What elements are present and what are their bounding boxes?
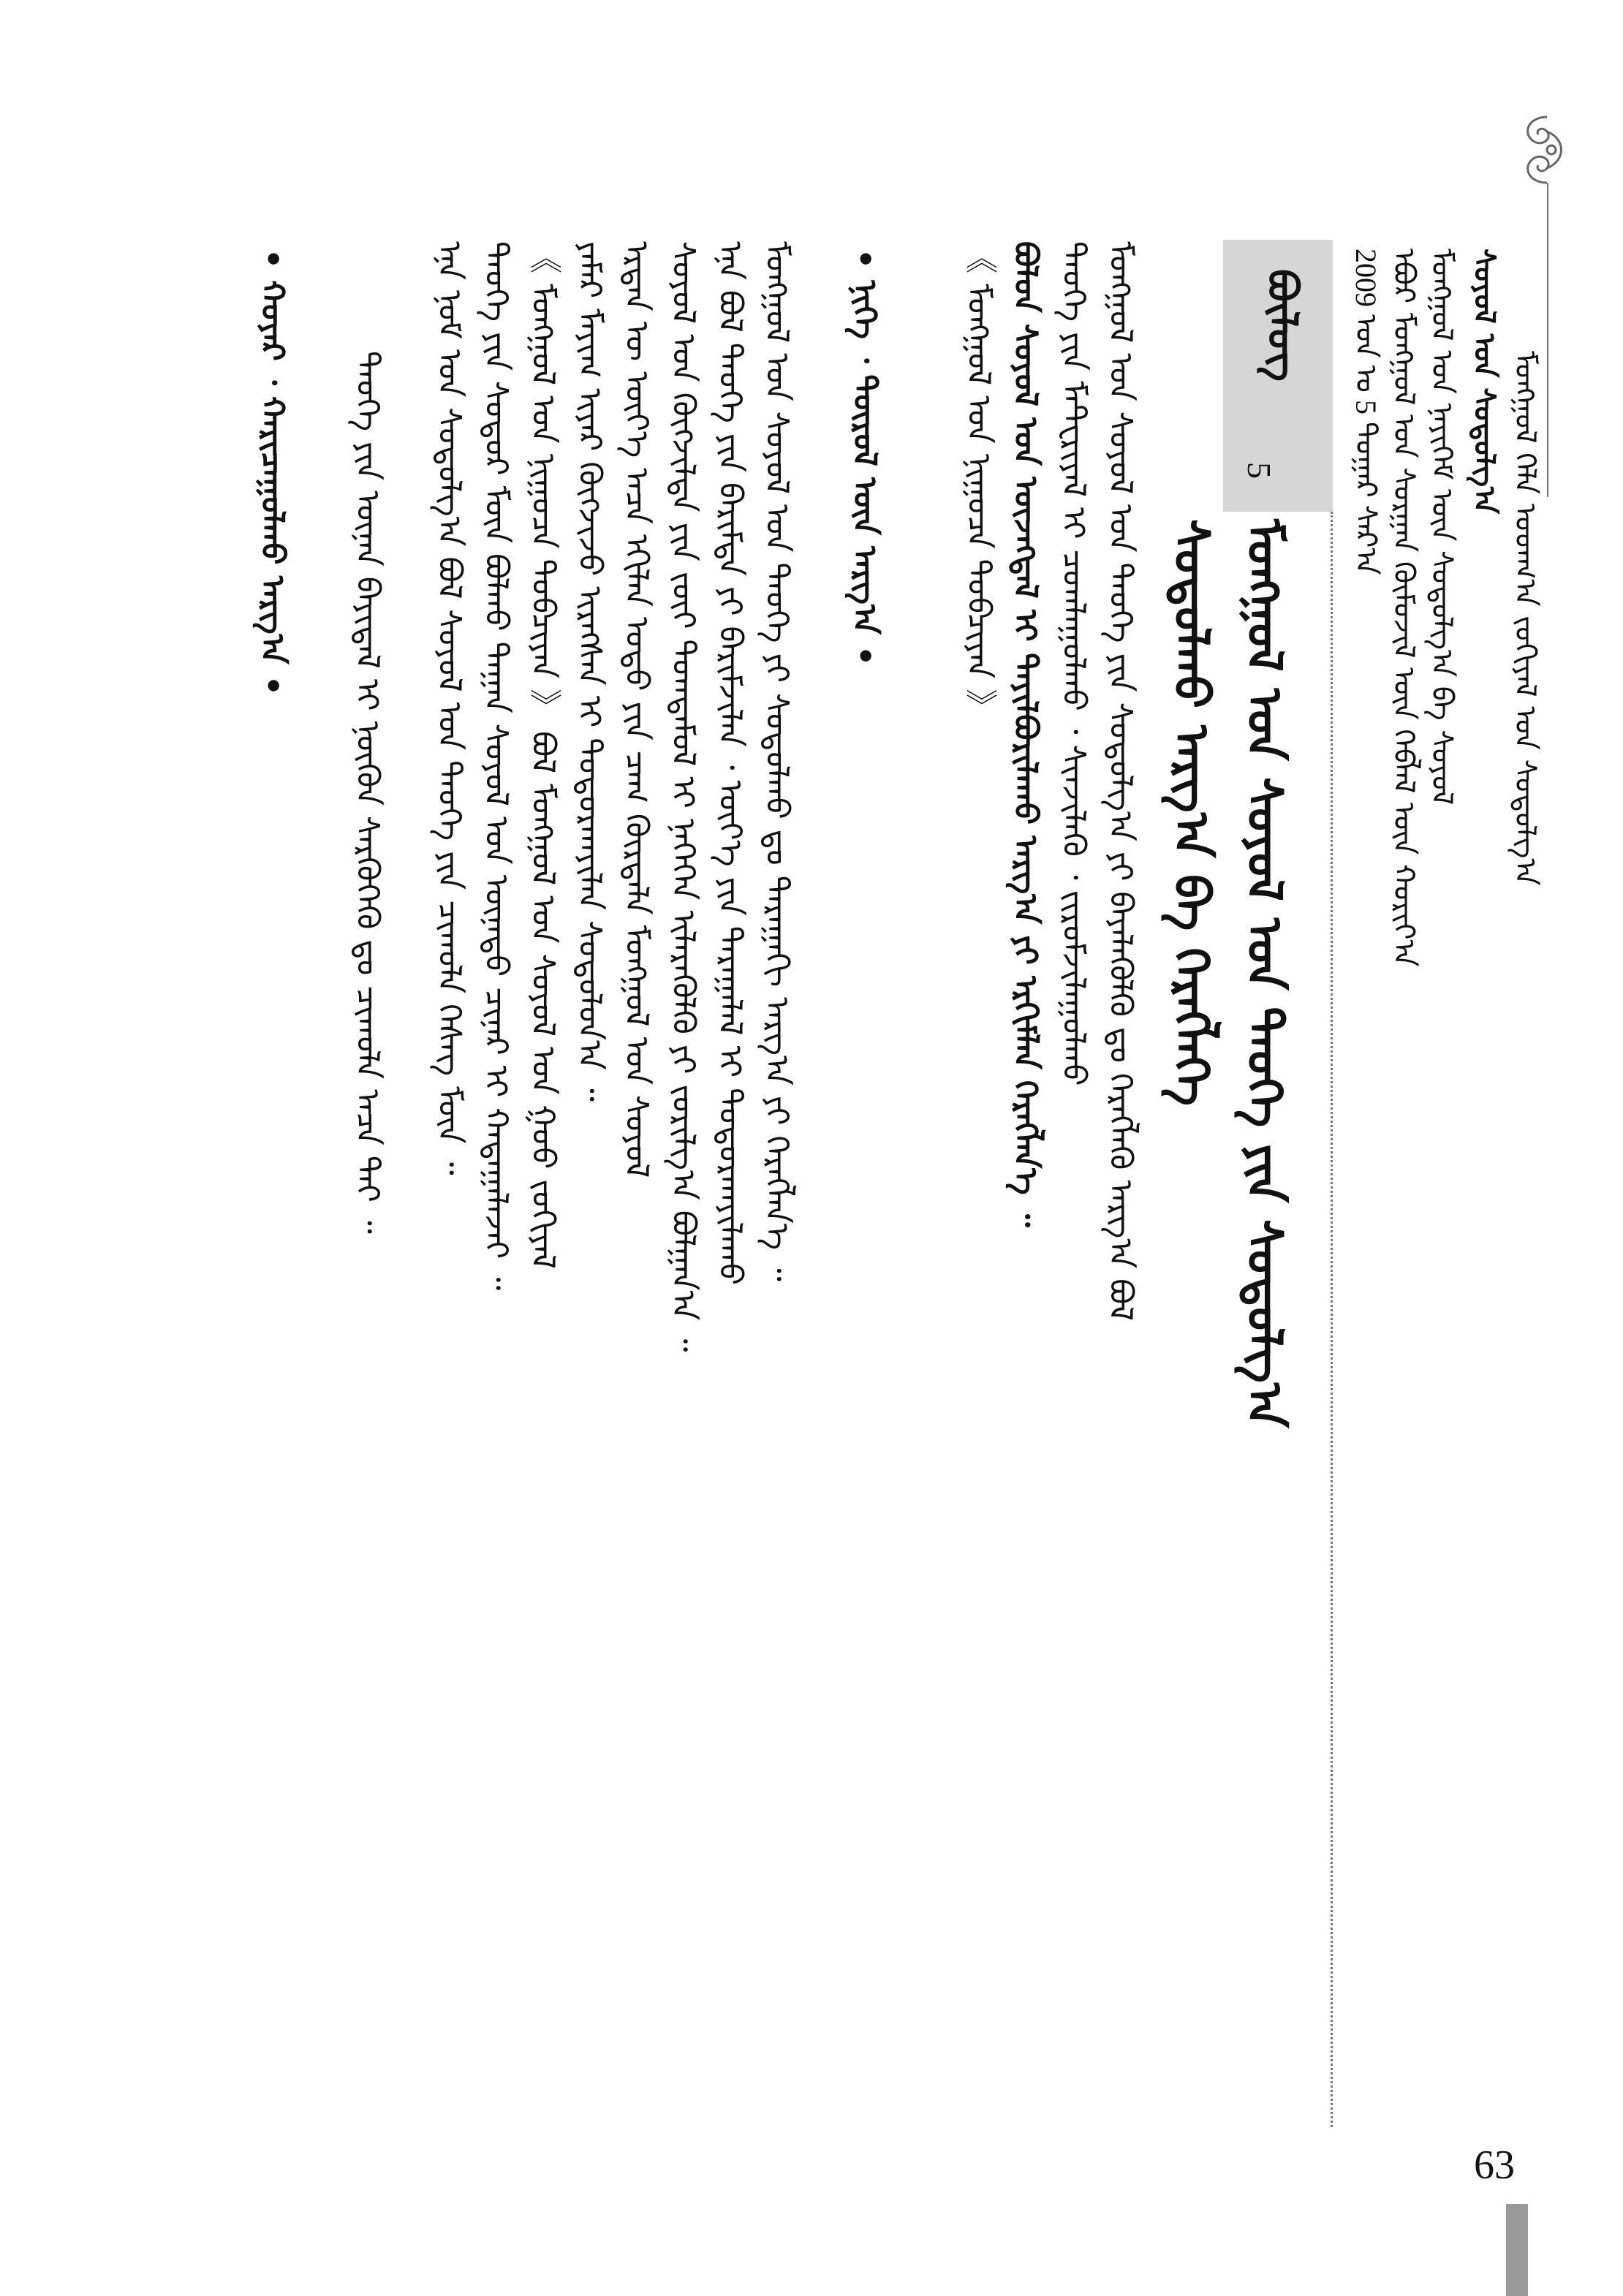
paragraph-line: ᠡᠨᠡ ᠪᠣᠯ ᠲᠡᠦᠬᠡ ᠶᠢᠨ ᠪᠠᠷᠢᠮᠲᠠ ᠶᠢ ᠪᠠᠷᠢᠮᠵᠢᠯᠠᠨ ᠂ ᠦᠶ᠎ᠡ ᠶᠢᠨ ᠳᠠᠷᠠᠭᠠᠯᠠᠯ ᠢ ᠲᠣᠳᠣᠷᠬᠠᠶᠢᠯᠠᠬᠤ (711, 241, 749, 1286)
paragraph-line: ᠡᠷᠲᠡᠨ ᠦ ᠦᠶ᠎ᠡ ᠠᠴᠠ ᠡᠬᠢᠯᠡᠨ ᠣᠳᠣ ᠶᠢᠨ ᠴᠠᠭ ᠬᠦᠷᠲᠡᠯᠡ ᠮᠣᠩᠭᠣᠯ ᠤᠨ ᠰᠣᠶᠣᠯ (618, 241, 655, 1178)
paragraph-line: ᠶᠠᠮᠠᠷ ᠮᠠᠶᠢᠭ ᠢᠶᠠᠷ ᠬᠥᠭᠵᠢᠵᠦ ᠢᠷᠡᠭᠰᠡᠨ ᠢ ᠲᠣᠳᠣᠷᠬᠠᠶᠢᠯᠠᠨ ᠰᠤᠳᠤᠯᠤᠨ᠎ᠠ ᠃ (571, 241, 608, 1102)
paragraph-line: ᠮᠣᠩᠭᠣᠯ ᠤᠨ ᠰᠣᠶᠣᠯ ᠤᠨ ᠲᠡᠦᠬᠡ ᠶᠢ ᠰᠤᠳᠤᠯᠬᠤ ᠳᠤ ᠳᠠᠷᠠᠭᠠᠬᠢ ᠠᠷᠭ᠎ᠠ ᠶᠢ ᠬᠡᠷᠡᠭᠯᠡᠨ᠎ᠡ ᠃ (758, 241, 795, 1281)
header-rule (1547, 183, 1548, 497)
paragraph-line: ᠡᠨᠡ ᠨᠣᠮ ᠤᠨ ᠰᠤᠳᠤᠯᠭ᠎ᠠ ᠪᠣᠯ ᠰᠣᠶᠣᠯ ᠤᠨ ᠲᠡᠦᠬᠡ ᠶᠢᠨ ᠴᠢᠬᠤᠯᠠ ᠬᠡᠰᠡᠭ ᠮᠥᠨ ᠃ (431, 241, 468, 1175)
header-line: ᠮᠣᠩᠭᠣᠯ ᠤᠨ ᠨᠡᠶᠢᠭᠡᠮ ᠦᠨ ᠰᠤᠳᠤᠯᠭ᠎ᠠ ᠪᠠ ᠰᠣᠶᠣᠯ (1425, 249, 1459, 806)
section-heading: • ᠨᠢᠭᠡ ᠂ ᠲᠦᠷᠦᠯ ᠦᠨ ᠠᠷᠭ᠎ᠠ • (846, 249, 883, 667)
paragraph-line: ᠲᠡᠦᠬᠡ ᠶᠢᠨ ᠮᠠᠲ᠋ᠧᠷᠢᠶᠠᠯ ᠢ ᠴᠤᠭᠯᠠᠭᠤᠯᠬᠤ ᠂ ᠰᠢᠨᠵᠢᠯᠡᠬᠦ ᠂ ᠵᠢᠷᠤᠮᠵᠢᠯᠠᠭᠤᠯᠬᠤ (1055, 241, 1092, 1086)
paragraph-line: ᠲᠡᠦᠬᠡ ᠶᠢᠨ ᠰᠤᠳᠤᠷ ᠮᠥᠨ ᠪᠣᠯᠬᠤ ᠳᠠᠭᠠᠨ ᠰᠣᠶᠣᠯ ᠤᠨ ᠦᠨᠡᠲᠦ ᠴᠢᠨᠠᠷ ᠢ ᠬᠠᠳᠠᠭᠠᠯᠠᠵᠠᠢ ᠃ (477, 241, 515, 1291)
header-line: ᠮᠣᠩᠭᠣᠯ ᠬᠡᠯᠡ ᠤᠳᠬ᠎ᠠ ᠵᠣᠬᠢᠶᠠᠯ ᠤᠨ ᠰᠤᠳᠤᠯᠭ᠎ᠠ (1508, 351, 1542, 886)
paragraph-line: 《 ᠮᠣᠩᠭᠣᠯ ᠤᠨ ᠨᠢᠭᠤᠴᠠ ᠲᠣᠪᠴᠢᠶᠠᠨ 》 ᠪᠣᠯ ᠮᠣᠩᠭᠣᠯ ᠤᠨ ᠰᠣᠶᠣᠯ ᠤᠨ ᠭᠣᠣ ᠵᠣᠬᠢᠶᠠᠯ (524, 241, 561, 1269)
chapter-number: 5 (1241, 462, 1278, 479)
header-title: ᠰᠤᠶᠤᠯ ᠤᠨ ᠰᠤᠳᠤᠯᠭ᠎ᠠ (1467, 249, 1501, 515)
paragraph-line: ᠲᠡᠦᠬᠡ ᠶᠢᠨ ᠦᠨᠡᠨ ᠪᠠᠶᠢᠳᠠᠯ ᠢ ᠨᠥᠬᠦᠨ ᠰᠡᠷᠭᠦᠭᠡᠬᠦ ᠳᠤ ᠴᠢᠬᠤᠯᠠ ᠠᠴᠠ ᠲᠠᠢ ᠃ (349, 351, 386, 1234)
chapter-title: ᠮᠣᠩᠭᠣᠯ ᠤᠨ ᠰᠣᠶᠣᠯ ᠤᠨ ᠲᠡᠦᠬᠡ ᠶᠢᠨ ᠰᠤᠳᠤᠯᠭ᠎ᠠ (1236, 519, 1293, 1428)
paragraph-line: ᠮᠣᠩᠭᠣᠯ ᠤᠨ ᠰᠣᠶᠣᠯ ᠤᠨ ᠲᠡᠦᠬᠡ ᠶᠢᠨ ᠰᠤᠳᠤᠯᠭ᠎ᠠ ᠶᠢ ᠪᠡᠶᠡᠯᠡᠭᠦᠯᠬᠦ ᠳᠤ ᠬᠡᠷᠡᠭᠯᠡᠬᠦ ᠠᠷᠭ᠎ᠠ ᠪᠣᠯ (1102, 241, 1139, 1322)
paragraph-line: ᠪᠣᠯᠤᠨ ᠰᠣᠶᠣᠯ ᠤᠨ ᠦᠵᠡᠭᠳᠡᠯ ᠢ ᠲᠠᠶᠢᠯᠪᠤᠷᠢᠯᠠᠬᠤ ᠠᠷᠭ᠎ᠠ ᠶᠢ ᠡᠷᠬᠢᠮᠯᠡᠨ ᠬᠡᠷᠡᠭᠯᠡᠨ᠎ᠡ ᠃ (1007, 241, 1044, 1227)
paragraph-line: ᠰᠣᠶᠣᠯ ᠤᠨ ᠬᠥᠭᠵᠢᠯᠲᠡ ᠶᠢᠨ ᠵᠦᠢ ᠲᠣᠭᠲᠠᠮᠤᠯ ᠢ ᠨᠡᠭᠡᠭᠡᠨ ᠢᠯᠡᠷᠡᠭᠦᠯᠬᠦ ᠶᠢ ᠵᠣᠷᠢᠯᠭ᠎ᠠ ᠪᠣᠯᠭᠠᠨ᠎ᠠ ᠃ (665, 241, 702, 1352)
chapter-title-continued: ᠰᠤᠳᠤᠯᠬᠤ ᠠᠷᠭ᠎ᠠ ᠪᠠ ᠬᠡᠷᠡᠭᠯᠡᠭᠡ (1163, 519, 1219, 1106)
header-year: 2009 ᠣᠨ ᠤ 5 ᠳᠤᠭᠠᠷ ᠰᠠᠷ᠎ᠠ (1350, 249, 1382, 575)
page-edge-tab (1506, 2204, 1528, 2296)
flourish-ornament-icon (1500, 110, 1588, 190)
quoted-title: 《 ᠮᠣᠩᠭᠣᠯ ᠤᠨ ᠨᠢᠭᠤᠴᠠ ᠲᠣᠪᠴᠢᠶᠠᠨ 》 (960, 241, 997, 721)
section-heading: • ᠬᠣᠶᠠᠷ ᠂ ᠬᠠᠷᠢᠴᠠᠭᠤᠯᠬᠤ ᠠᠷᠭ᠎ᠠ • (254, 249, 291, 696)
header-line: ᠡᠪᠦᠷ ᠮᠣᠩᠭᠣᠯ ᠤᠨ ᠰᠤᠷᠭᠠᠨ ᠬᠦᠮᠦᠵᠢᠯ ᠦᠨ ᠬᠡᠪᠯᠡᠯ ᠦᠨ ᠬᠣᠷᠢᠶ᠎ᠠ (1387, 249, 1420, 967)
chapter-label: ᠪᠦᠯᠦᠭ (1258, 269, 1306, 382)
page-number: 63 (1474, 2142, 1515, 2188)
dotted-divider (1331, 512, 1333, 2127)
